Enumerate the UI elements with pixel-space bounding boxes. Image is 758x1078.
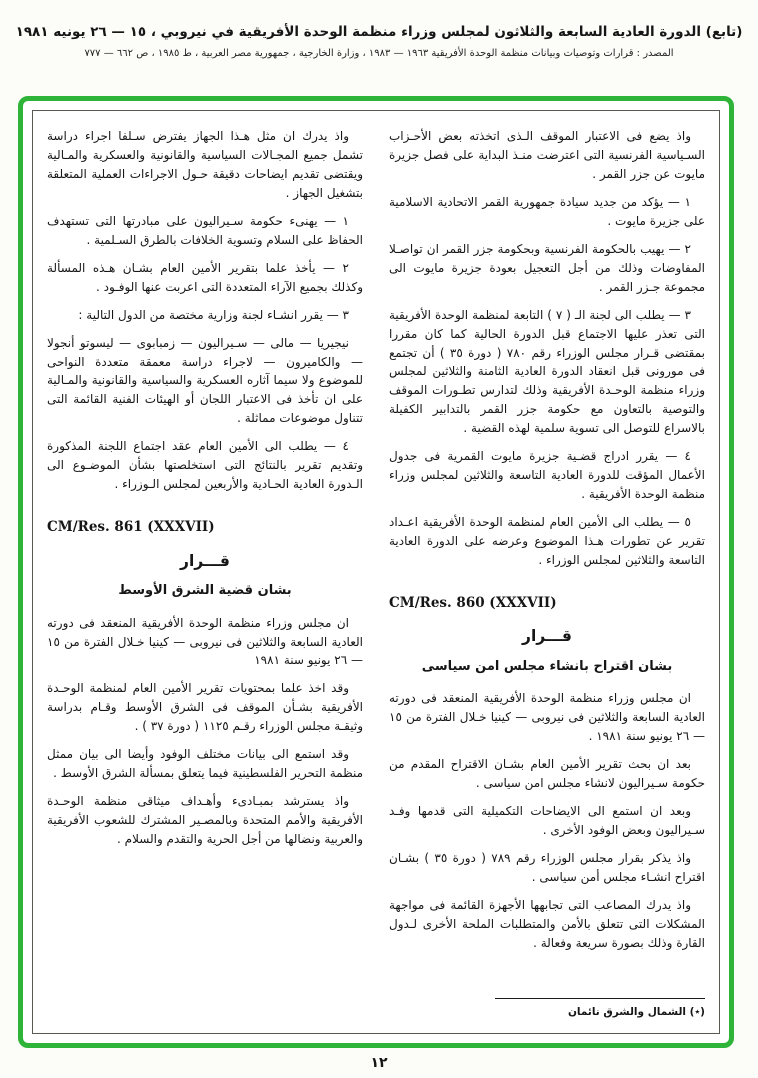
session-title: (تابع) الدورة العادية السابعة والثلاثون لمجلس وزراء منظمة الوحدة الأفريقية في نيروبي ، ١٥ — ٢٦ يونيه ١٩٨١	[15, 24, 743, 40]
paragraph: وقد استمع الى بيانات مختلف الوفود وأيضا الى بيان ممثل منظمة التحرير الفلسطينية فيما يتعلق بمسألة الشرق الأوسط .	[47, 747, 363, 781]
page-number: ١٢	[370, 1055, 388, 1071]
paragraph: واذ يسترشد بمبـادىء وأهـداف ميثاقى منظمة الوحـدة الأفريقية والأمم المتحدة وبالمصـير المشترك للشعوب الأفريقية والعربية ونضالها من أجل الحرية والتقدم والسلام .	[47, 794, 363, 847]
paragraph: وقد اخذ علما بمحتويات تقرير الأمين العام لمنظمة الوحـدة الأفريقية بشـأن الموقف فى الشرق الأوسط وقـام بدراسة وثيقـة مجلس الوزراء رقـم ١١٢٥ ( دورة ٣٧ ) .	[47, 681, 363, 734]
paragraph: نيجيريا — مالى — سـيراليون — زمبابوى — ليسوتو أنجولا — والكاميرون — لاجراء دراسة معمقة متعددة النواحى للموضوع ولا سيما آثاره العسكرية والسياسية والقانونية والمـالية على ان تأخذ فى الاعتبار اللجان أو الهيئات الفنية القائمة التى تتناول موضوعات مماثلة .	[47, 335, 363, 426]
paragraph: واذ يدرك ان مثل هـذا الجهاز يفترض سـلفا اجراء دراسة تشمل جميع المجـالات السياسية والقانونية والعسكرية والمـالية ويقتضى تقديم ايضاحات دقيقة حـول الاجراءات العملية المتعلقة بتشغيل الجهاز .	[47, 129, 363, 200]
paragraph: واذ يضع فى الاعتبار الموقف الـذى اتخذته بعض الأحـزاب السـياسية الفرنسية التى اعترضت منـذ البداية على فصل جزيرة مايوت عن جزر القمر .	[389, 129, 705, 181]
resolution-subtitle: بشان اقتراح بانشاء مجلس امن سياسى	[421, 658, 673, 674]
footnote-text: (٭) الشمال والشرق نائمان	[567, 1006, 705, 1019]
paragraph: وبعد ان استمع الى الايضاحات التكميلية التى قدمها وفـد سـيراليون وبعض الوفود الأخرى .	[389, 804, 705, 838]
numbered-clause: ٣ — يطلب الى لجنة الـ ( ٧ ) التابعة لمنظمة الوحدة الأفريقية التى تعذر عليها الاجتماع قبل الدورة الحالية كما كان مقررا بمقتضى قـرار مجلس الوزراء رقم ٧٨٠ ( دورة ٣٥ ) أن تجتمع فى مورونى قبل انعقاد الدورة العادية الثامنة والثلاثين لمجلس وزراء منظمة الوحـدة الأفريقية وذلك لتدارس تطـورات الموقف والتوصية بالتعاون مع حكومة جزر القمر بالتدابير الكفيلة بالاسراع للتوصل الى تسوية سلمية لهذه القضية .	[389, 307, 705, 436]
numbered-clause: ٥ — يطلب الى الأمين العام لمنظمة الوحدة الأفريقية اعـداد تقرير عن تطورات هـذا الموضوع وعرضه على الدورة العادية التاسعة والثلاثين لمجلس الوزراء .	[389, 515, 705, 568]
left-column	[47, 127, 363, 1021]
paragraph: ان مجلس وزراء منظمة الوحدة الأفريقية المنعقد فى دورته العادية السابعة والثلاثين فى نيروبى — كينيا خـلال الفترة من ١٥ — ٢٦ يونيو سنة ١٩٨١	[47, 615, 363, 668]
resolution-subtitle: بشان قضية الشرق الأوسط	[118, 583, 292, 599]
source-line: المصدر : قرارات وتوصيات وبيانات منظمة الوحدة الأفريقية ١٩٦٣ — ١٩٨٣ ، وزارة الخارجية ، جمهورية مصر العربية ، ط ١٩٨٥ ، ص ٦٦٢ — ٧٧٧	[84, 48, 674, 59]
numbered-clause: ٣ — يقرر انشـاء لجنة وزارية مختصة من الدول التالية :	[78, 307, 349, 322]
green-frame	[18, 96, 734, 1048]
footnote	[389, 994, 705, 1021]
numbered-clause: ١ — يؤكد من جديد سيادة جمهورية القمر الاتحادية الاسلامية على جزيرة مايوت .	[389, 194, 705, 228]
paragraph: واذ يدرك المصاعب التى تجابهها الأجهزة القائمة فى مواجهة المشكلات التى تتعلق بالأمن والمتطلبات الملحة الأخرى لـدول القارة وذلك بصورة سريعة وفعالة .	[389, 897, 705, 950]
numbered-clause: ٢ — يهيب بالحكومة الفرنسية وبحكومة جزر القمر ان تواصـلا المفاوضات وذلك من أجل التعجيل بعودة جزيرة مايوت الى مجموعة جـزر القمر .	[389, 241, 705, 294]
numbered-clause: ٢ — يأخذ علما بتقرير الأمين العام بشـان هـذه المسألة وكذلك بجميع الآراء المتعددة التى اعربت عنها الوفـود .	[47, 260, 363, 294]
resolution-title: قـــرار	[522, 627, 572, 646]
numbered-clause: ٤ — يطلب الى الأمين العام عقد اجتماع اللجنة المذكورة وتقديم تقرير بالنتائج التى استخلصتها بشأن الموضـوع الى الـدورة العادية الحـادية والأربعين لمجلس الـوزراء .	[47, 439, 363, 492]
numbered-clause: ٤ — يقرر ادراج قضـية جزيرة مايوت القمرية فى جدول الأعمال المؤقت للدورة العادية التاسعة والثلاثين لمجلس وزراء منظمة الوحدة الأفريقية .	[389, 449, 705, 502]
footnote-divider	[495, 998, 705, 999]
right-column	[389, 127, 705, 1021]
doc-header	[0, 0, 758, 59]
resolution-number: CM/Res. 860 (XXXVII)	[389, 595, 557, 612]
numbered-clause: ١ — يهنىء حكومة سـيراليون على مبادرتها التى تستهدف الحفاظ على السلام وتسوية الخلافات بالطرق السـلمية .	[47, 213, 363, 247]
paragraph: بعد ان بحث تقرير الأمين العام بشـان الاقتراح المقدم من حكومة سـيراليون لانشاء مجلس امن سياسى .	[389, 757, 705, 791]
two-column-layout	[47, 127, 705, 1021]
resolution-number: CM/Res. 861 (XXXVII)	[47, 519, 215, 536]
resolution-title: قـــرار	[180, 551, 230, 570]
paragraph: ان مجلس وزراء منظمة الوحدة الأفريقية المنعقد فى دورته العادية السابعة والثلاثين فى نيروبى — كينيا خـلال الفترة من ١٥ — ٢٦ يونيو سنة ١٩٨١ .	[389, 691, 705, 744]
paragraph: واذ يذكر بقرار مجلس الوزراء رقم ٧٨٩ ( دورة ٣٥ ) بشـان اقتراح انشـاء مجلس أمن سياسى .	[389, 851, 705, 884]
scanned-page	[32, 110, 720, 1034]
